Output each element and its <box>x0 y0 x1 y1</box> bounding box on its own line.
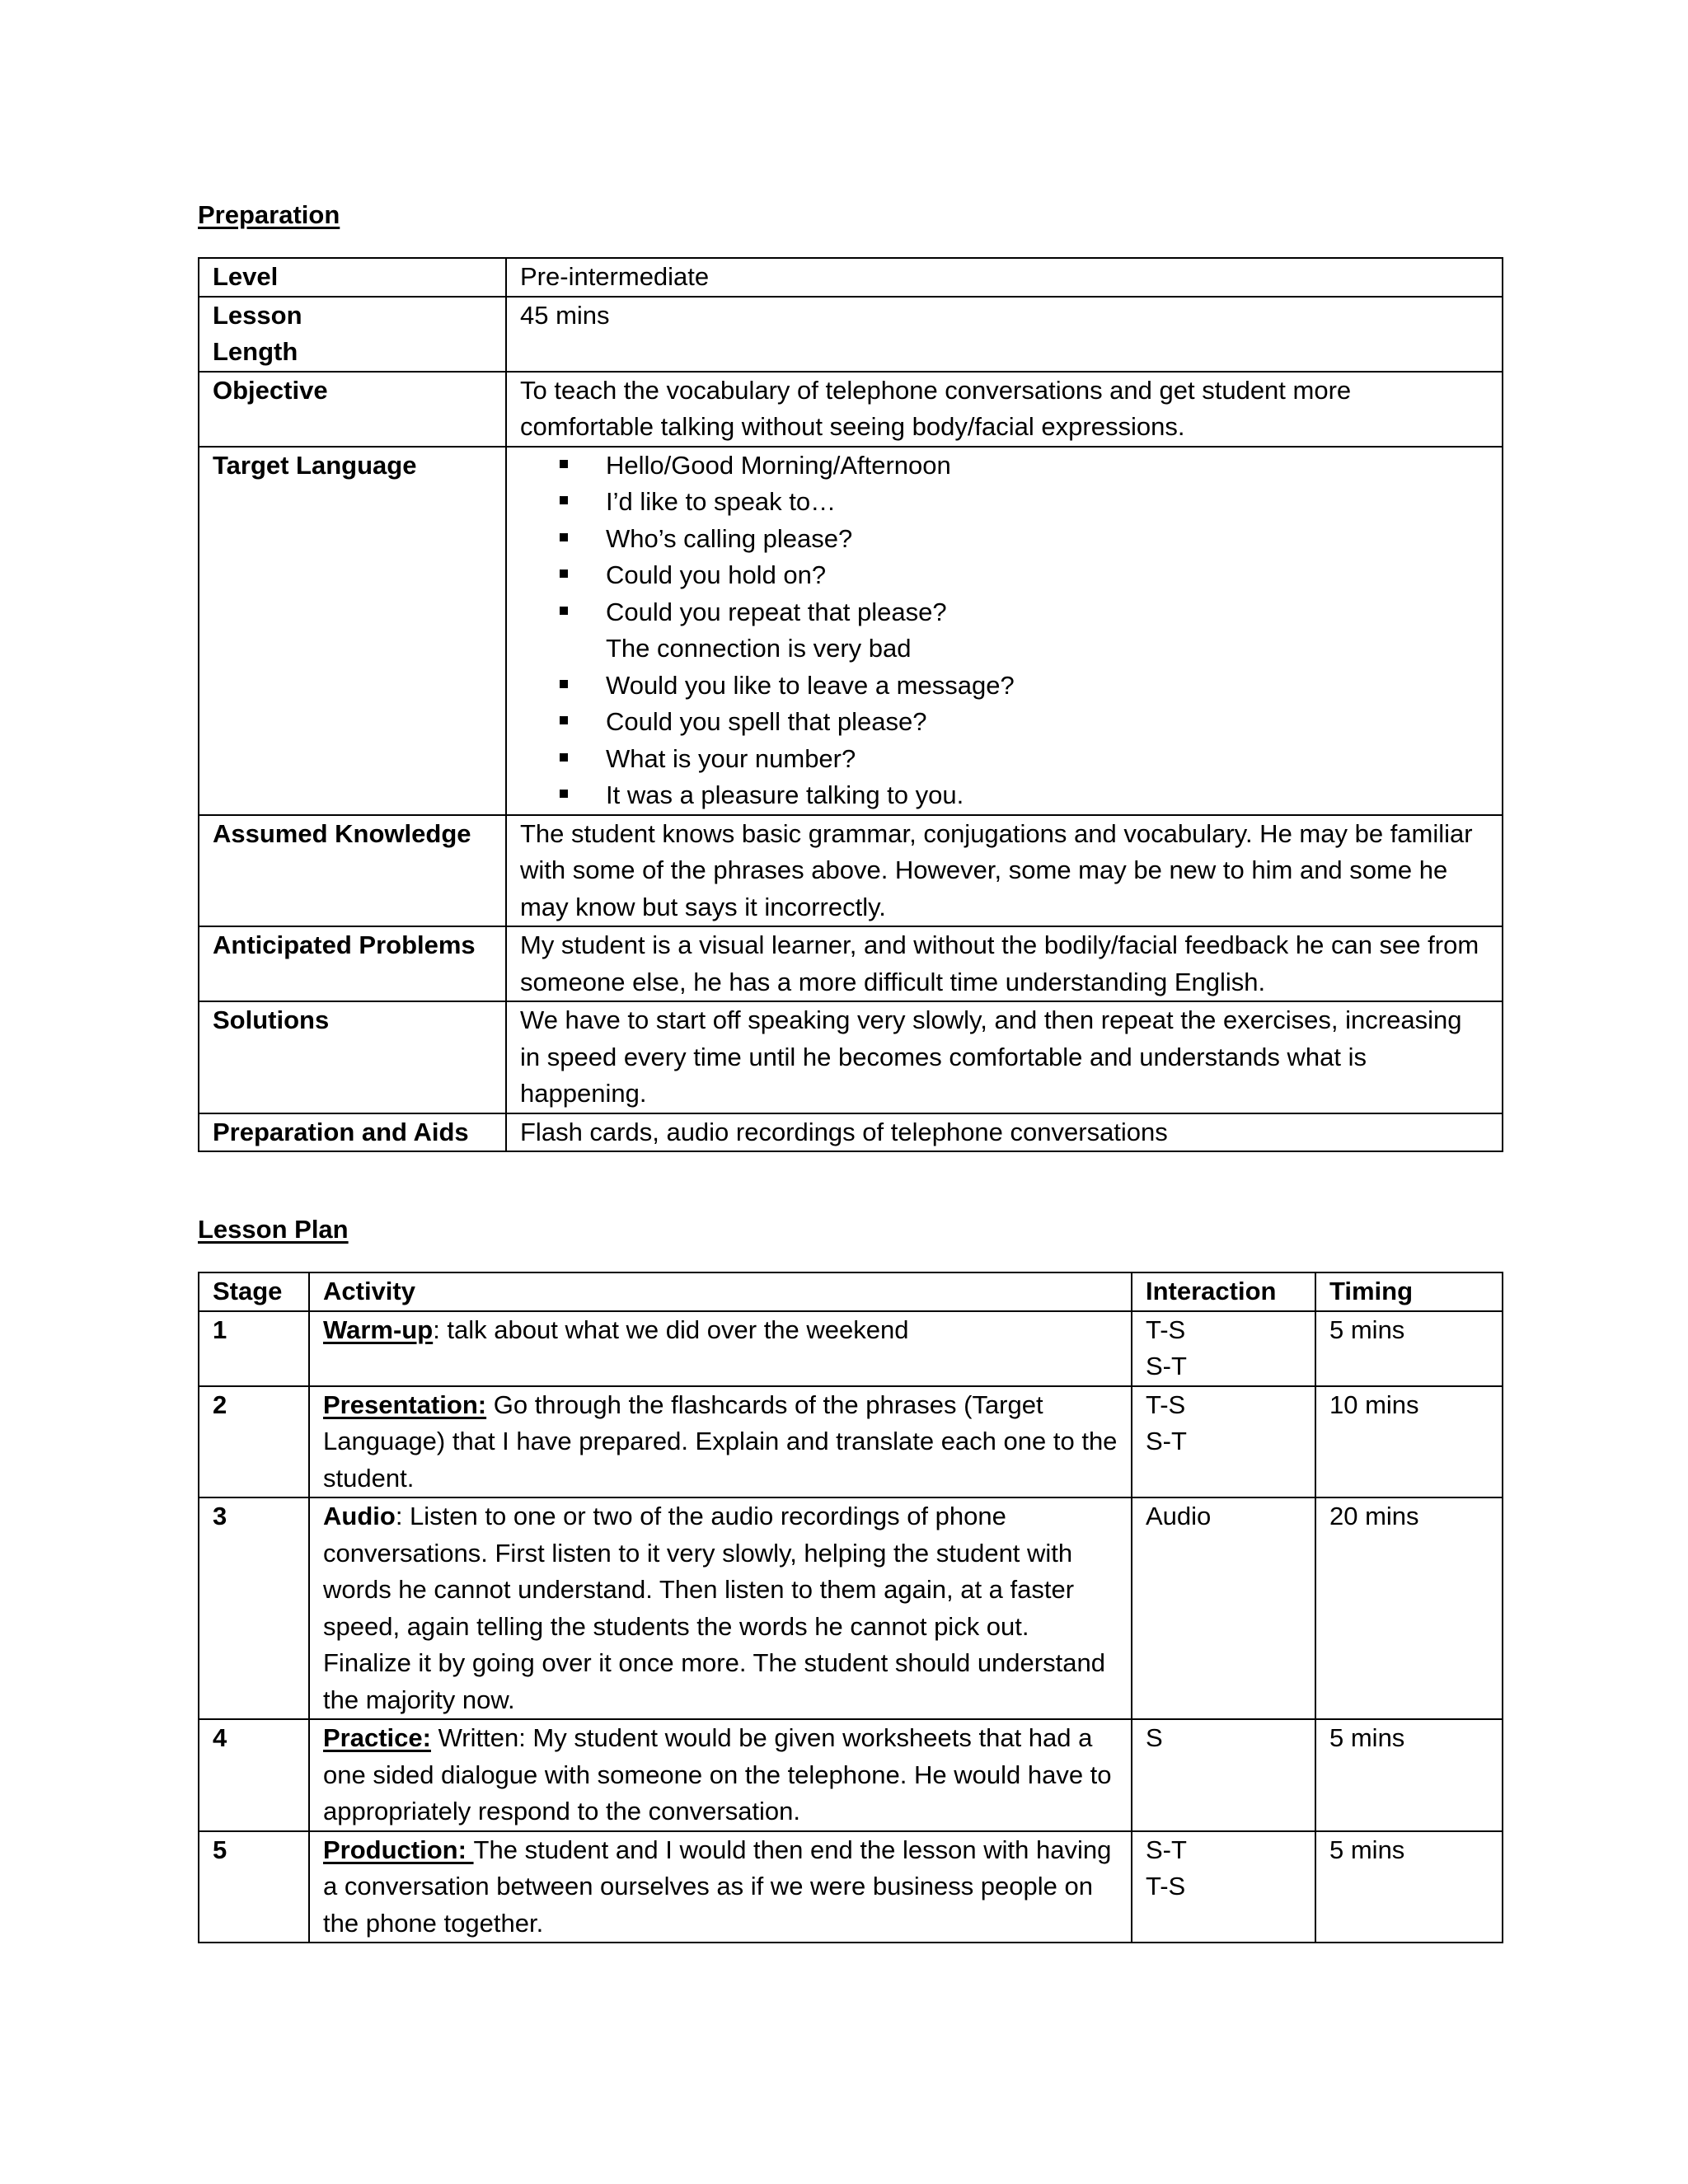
phrase-text: Could you spell that please? <box>606 707 927 736</box>
preparation-and-aids-value: Flash cards, audio recordings of telephone conversations <box>506 1113 1503 1152</box>
anticipated-problems-label: Anticipated Problems <box>199 926 506 1001</box>
square-bullet-icon <box>560 753 568 762</box>
timing-value: 5 mins <box>1315 1831 1503 1943</box>
table-row <box>199 1386 1503 1498</box>
activity-keyword: Presentation: <box>323 1390 487 1419</box>
activity-cell <box>309 1386 1132 1498</box>
preparation-row-solutions <box>199 1001 1503 1113</box>
square-bullet-icon <box>560 716 568 724</box>
timing-value: 5 mins <box>1315 1311 1503 1386</box>
interaction-cell <box>1132 1311 1315 1386</box>
activity-keyword: Audio <box>323 1502 396 1530</box>
solutions-value: We have to start off speaking very slowly, and then repeat the exercises, increasing in speed every time until he becomes comfortable and understands what is happening. <box>506 1001 1503 1113</box>
timing-value: 5 mins <box>1315 1719 1503 1831</box>
activity-description: Written: My student would be given worksheets that had a one sided dialogue with someone on the telephone. He would have to appropriately respond to the conversation. <box>323 1723 1112 1825</box>
phrase-text: Hello/Good Morning/Afternoon <box>606 450 951 480</box>
interaction-value: S <box>1146 1723 1163 1752</box>
square-bullet-icon <box>560 607 568 615</box>
table-row <box>199 1497 1503 1719</box>
stage-number: 3 <box>199 1497 309 1719</box>
square-bullet-icon <box>560 496 568 504</box>
list-item <box>606 557 1489 594</box>
activity-cell <box>309 1311 1132 1386</box>
stage-number: 4 <box>199 1719 309 1831</box>
list-item <box>606 521 1489 558</box>
interaction-value: T-S <box>1146 1390 1186 1419</box>
activity-description: : Listen to one or two of the audio recordings of phone conversations. First listen to it very slowly, helping the student with words he cannot understand. Then listen to them again, at a faster speed, again telling the students the words he cannot pick out. Finalize it by going over it once more. The student should understand the majority now. <box>323 1502 1105 1714</box>
interaction-value: S-T <box>1146 1835 1187 1864</box>
lesson-length-label: Lesson Length <box>199 297 506 372</box>
activity-cell <box>309 1497 1132 1719</box>
list-item <box>606 484 1489 521</box>
square-bullet-icon <box>560 680 568 688</box>
activity-header: Activity <box>309 1272 1132 1311</box>
list-item <box>606 777 1489 814</box>
preparation-row-target-language <box>199 447 1503 815</box>
assumed-knowledge-value: The student knows basic grammar, conjugations and vocabulary. He may be familiar with some of the phrases above. However, some may be new to him and some he may know but says it incorrectly. <box>506 815 1503 927</box>
anticipated-problems-value: My student is a visual learner, and without the bodily/facial feedback he can see from someone else, he has a more difficult time understanding English. <box>506 926 1503 1001</box>
interaction-header: Interaction <box>1132 1272 1315 1311</box>
activity-cell <box>309 1719 1132 1831</box>
phrase-text: Could you repeat that please? The connection is very bad <box>606 597 947 663</box>
phrase-text: Would you like to leave a message? <box>606 670 1015 700</box>
interaction-value: T-S <box>1146 1315 1186 1344</box>
target-language-value <box>506 447 1503 815</box>
stage-number: 1 <box>199 1311 309 1386</box>
stage-number: 2 <box>199 1386 309 1498</box>
square-bullet-icon <box>560 790 568 798</box>
preparation-row-level <box>199 258 1503 297</box>
square-bullet-icon <box>560 460 568 468</box>
preparation-table <box>198 257 1503 1152</box>
lesson-plan-heading: Lesson Plan <box>198 1215 349 1244</box>
preparation-row-objective <box>199 372 1503 447</box>
list-item <box>606 741 1489 778</box>
preparation-heading: Preparation <box>198 200 340 229</box>
activity-description: Go through the flashcards of the phrases (Target Language) that I have prepared. Explain and translate each one to the student. <box>323 1390 1118 1493</box>
interaction-cell <box>1132 1386 1315 1498</box>
activity-keyword: Practice: <box>323 1723 431 1752</box>
phrase-text: I’d like to speak to… <box>606 487 837 516</box>
lesson-plan-table <box>198 1272 1503 1943</box>
stage-header: Stage <box>199 1272 309 1311</box>
activity-cell <box>309 1831 1132 1943</box>
objective-value: To teach the vocabulary of telephone conversations and get student more comfortable talking without seeing body/facial expressions. <box>506 372 1503 447</box>
timing-value: 20 mins <box>1315 1497 1503 1719</box>
stage-number: 5 <box>199 1831 309 1943</box>
timing-value: 10 mins <box>1315 1386 1503 1498</box>
square-bullet-icon <box>560 533 568 541</box>
table-row <box>199 1311 1503 1386</box>
phrase-text: Who’s calling please? <box>606 523 853 553</box>
interaction-value: Audio <box>1146 1502 1212 1530</box>
lesson-plan-header-row <box>199 1272 1503 1311</box>
timing-header: Timing <box>1315 1272 1503 1311</box>
activity-description: The student and I would then end the lesson with having a conversation between ourselves as if we were business people on the phone together. <box>323 1835 1112 1938</box>
preparation-row-lesson-length <box>199 297 1503 372</box>
interaction-value: S-T <box>1146 1352 1187 1380</box>
list-item <box>606 448 1489 485</box>
solutions-label: Solutions <box>199 1001 506 1113</box>
level-value: Pre-intermediate <box>506 258 1503 297</box>
activity-keyword: Production: <box>323 1835 474 1864</box>
square-bullet-icon <box>560 569 568 578</box>
activity-keyword: Warm-up <box>323 1315 434 1344</box>
table-row <box>199 1831 1503 1943</box>
activity-description: : talk about what we did over the weekend <box>433 1315 909 1344</box>
preparation-row-assumed-knowledge <box>199 815 1503 927</box>
target-language-label: Target Language <box>199 447 506 815</box>
lesson-length-value: 45 mins <box>506 297 1503 372</box>
list-item <box>606 668 1489 705</box>
objective-label: Objective <box>199 372 506 447</box>
list-item <box>606 594 1489 668</box>
interaction-value: T-S <box>1146 1872 1186 1900</box>
phrase-text: It was a pleasure talking to you. <box>606 780 964 809</box>
interaction-cell <box>1132 1497 1315 1719</box>
preparation-and-aids-label: Preparation and Aids <box>199 1113 506 1152</box>
interaction-cell <box>1132 1831 1315 1943</box>
assumed-knowledge-label: Assumed Knowledge <box>199 815 506 927</box>
table-row <box>199 1719 1503 1831</box>
preparation-row-preparation-and-aids <box>199 1113 1503 1152</box>
level-label: Level <box>199 258 506 297</box>
phrase-text: What is your number? <box>606 743 856 773</box>
target-language-list <box>520 448 1489 814</box>
interaction-cell <box>1132 1719 1315 1831</box>
phrase-text: Could you hold on? <box>606 560 827 589</box>
interaction-value: S-T <box>1146 1427 1187 1455</box>
preparation-row-anticipated-problems <box>199 926 1503 1001</box>
list-item <box>606 704 1489 741</box>
